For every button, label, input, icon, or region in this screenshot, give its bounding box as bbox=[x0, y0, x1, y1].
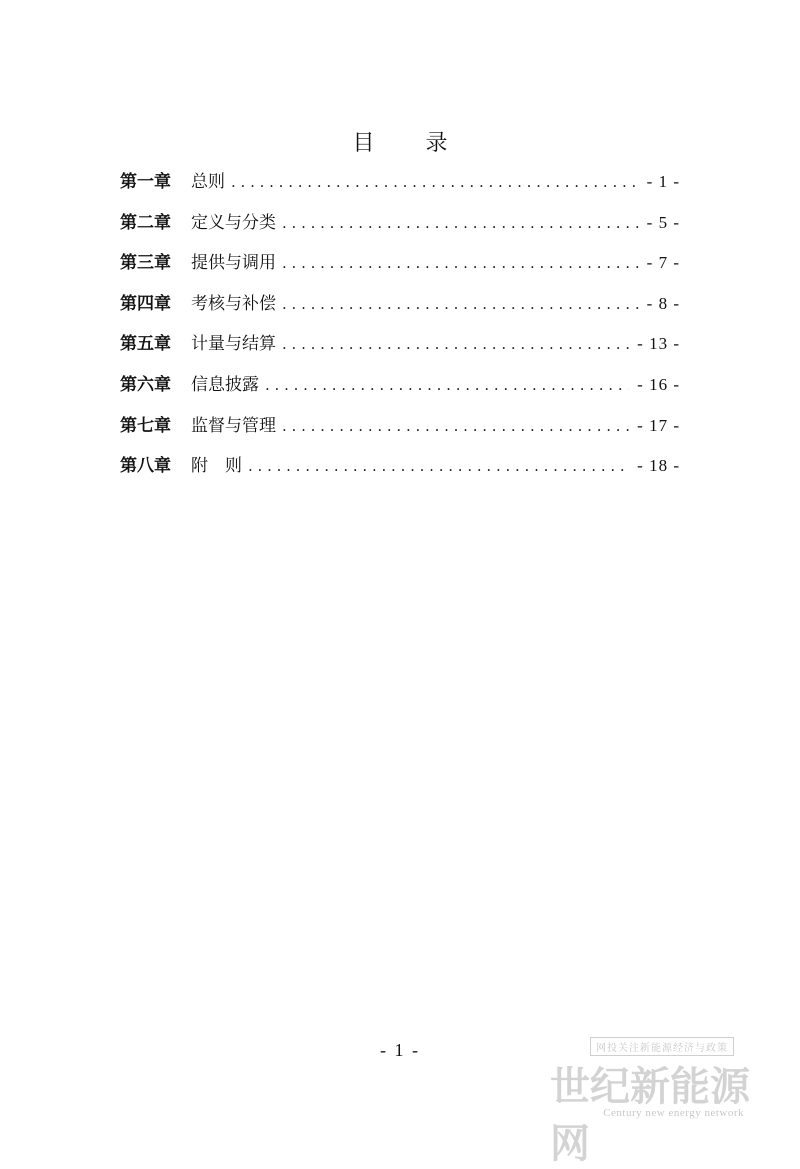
toc-page-ref: - 1 - bbox=[646, 172, 680, 191]
toc-list bbox=[120, 168, 680, 493]
toc-chapter-number: 第四章 bbox=[120, 293, 171, 314]
toc-entry[interactable] bbox=[120, 249, 680, 290]
toc-chapter-title: 附 则 bbox=[191, 456, 242, 477]
toc-dot-leader bbox=[282, 209, 639, 237]
toc-chapter-number: 第五章 bbox=[120, 334, 171, 355]
toc-dot-leader bbox=[231, 168, 639, 196]
watermark-name: 世纪新能源网 bbox=[550, 1063, 750, 1167]
toc-entry[interactable] bbox=[120, 168, 680, 209]
toc-entry[interactable] bbox=[120, 412, 680, 453]
toc-dot-leader bbox=[248, 452, 629, 480]
watermark-tagline: 网投关注新能源经济与政策 bbox=[590, 1037, 734, 1056]
toc-page-ref: - 13 - bbox=[637, 334, 680, 354]
toc-chapter-number: 第一章 bbox=[120, 172, 171, 192]
toc-chapter-title: 信息披露 bbox=[191, 374, 259, 395]
toc-page-ref: - 17 - bbox=[637, 415, 680, 435]
toc-page-ref: - 7 - bbox=[646, 253, 680, 273]
toc-entry[interactable] bbox=[120, 452, 680, 493]
toc-chapter-title: 监督与管理 bbox=[191, 415, 276, 436]
toc-entry[interactable] bbox=[120, 330, 680, 371]
toc-chapter-title: 计量与结算 bbox=[191, 334, 276, 355]
toc-entry[interactable] bbox=[120, 290, 680, 331]
toc-chapter-number: 第三章 bbox=[120, 253, 171, 274]
toc-page-ref: - 16 - bbox=[637, 374, 680, 394]
toc-page-ref: - 8 - bbox=[646, 293, 680, 313]
toc-chapter-title: 定义与分类 bbox=[191, 212, 276, 233]
toc-dot-leader bbox=[282, 412, 629, 440]
watermark-logo bbox=[550, 1037, 770, 1167]
watermark-english: Century new energy network bbox=[603, 1107, 744, 1119]
toc-dot-leader bbox=[282, 330, 629, 358]
toc-dot-leader bbox=[282, 249, 639, 277]
toc-title: 目 录 bbox=[352, 131, 470, 156]
footer-page-number: - 1 - bbox=[380, 1040, 420, 1060]
toc-page-ref: - 5 - bbox=[646, 212, 680, 232]
toc-chapter-title: 总则 bbox=[191, 172, 225, 192]
toc-entry[interactable] bbox=[120, 371, 680, 412]
toc-chapter-title: 考核与补偿 bbox=[191, 293, 276, 314]
toc-dot-leader bbox=[265, 371, 629, 399]
toc-chapter-number: 第二章 bbox=[120, 212, 171, 233]
toc-chapter-number: 第六章 bbox=[120, 374, 171, 395]
toc-chapter-number: 第七章 bbox=[120, 415, 171, 436]
toc-page-ref: - 18 - bbox=[637, 456, 680, 476]
toc-dot-leader bbox=[282, 290, 639, 318]
toc-chapter-title: 提供与调用 bbox=[191, 253, 276, 274]
toc-chapter-number: 第八章 bbox=[120, 456, 171, 477]
toc-entry[interactable] bbox=[120, 209, 680, 250]
